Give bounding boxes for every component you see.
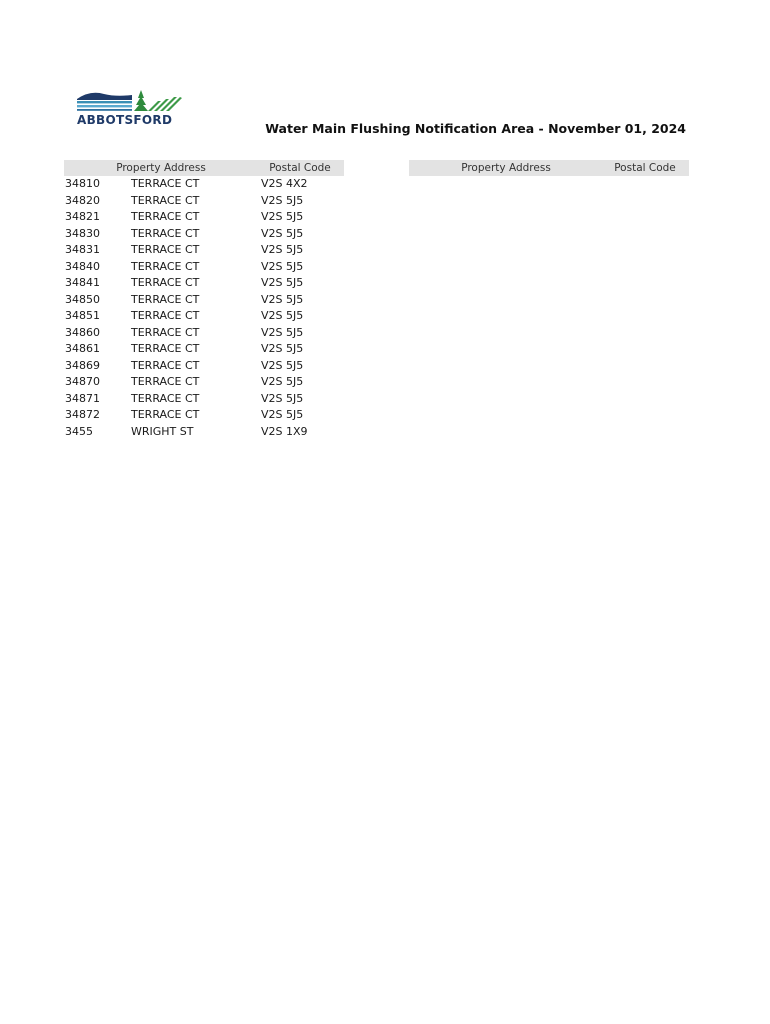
- column-header-property-address: Property Address: [116, 162, 206, 174]
- table-row: [64, 358, 344, 375]
- house-number-cell: 34871: [65, 391, 100, 405]
- street-name-cell: TERRACE CT: [131, 325, 200, 339]
- postal-code-cell: V2S 5J5: [261, 391, 304, 405]
- street-name-cell: TERRACE CT: [131, 226, 200, 240]
- postal-code-cell: V2S 5J5: [261, 408, 304, 421]
- house-number-cell: 34821: [65, 210, 100, 223]
- table-row: [64, 391, 344, 408]
- postal-code-cell: V2S 5J5: [261, 226, 304, 240]
- column-header-postal-code: Postal Code: [269, 162, 331, 174]
- table-row: [64, 424, 344, 441]
- street-name-cell: TERRACE CT: [131, 309, 200, 322]
- house-number-cell: 34840: [65, 259, 100, 273]
- house-number-cell: 34860: [65, 325, 100, 339]
- postal-code-cell: V2S 4X2: [261, 177, 308, 190]
- table-body: [64, 176, 344, 440]
- table-row: [64, 259, 344, 276]
- street-name-cell: TERRACE CT: [131, 292, 200, 306]
- table-row: [64, 176, 344, 193]
- house-number-cell: 34870: [65, 375, 100, 388]
- postal-code-cell: V2S 5J5: [261, 375, 304, 388]
- postal-code-cell: V2S 5J5: [261, 342, 304, 355]
- postal-code-cell: V2S 5J5: [261, 276, 304, 289]
- house-number-cell: 34831: [65, 243, 100, 256]
- house-number-cell: 34869: [65, 358, 100, 372]
- street-name-cell: TERRACE CT: [131, 276, 200, 289]
- street-name-cell: TERRACE CT: [131, 375, 200, 388]
- street-name-cell: TERRACE CT: [131, 358, 200, 372]
- postal-code-cell: V2S 5J5: [261, 358, 304, 372]
- postal-code-cell: V2S 5J5: [261, 210, 304, 223]
- house-number-cell: 3455: [65, 424, 93, 438]
- house-number-cell: 34872: [65, 408, 100, 421]
- table-row: [64, 242, 344, 259]
- column-header-postal-code: Postal Code: [614, 162, 676, 174]
- table-header: [64, 160, 344, 176]
- house-number-cell: 34810: [65, 177, 100, 190]
- table-row: [64, 325, 344, 342]
- table-row: [64, 407, 344, 424]
- street-name-cell: TERRACE CT: [131, 177, 200, 190]
- logo-wordmark: ABBOTSFORD: [77, 113, 173, 127]
- street-name-cell: TERRACE CT: [131, 210, 200, 223]
- table-row: [64, 374, 344, 391]
- table-header: [409, 160, 689, 176]
- table-row: [64, 308, 344, 325]
- address-table-right: [409, 160, 689, 176]
- house-number-cell: 34841: [65, 276, 100, 289]
- street-name-cell: TERRACE CT: [131, 342, 200, 355]
- house-number-cell: 34851: [65, 309, 100, 322]
- postal-code-cell: V2S 1X9: [261, 424, 308, 438]
- table-row: [64, 193, 344, 210]
- table-row: [64, 341, 344, 358]
- house-number-cell: 34850: [65, 292, 100, 306]
- house-number-cell: 34820: [65, 193, 100, 207]
- street-name-cell: TERRACE CT: [131, 259, 200, 273]
- table-row: [64, 209, 344, 226]
- address-table-left: [64, 160, 344, 440]
- column-header-property-address: Property Address: [461, 162, 551, 174]
- postal-code-cell: V2S 5J5: [261, 309, 304, 322]
- table-row: [64, 275, 344, 292]
- postal-code-cell: V2S 5J5: [261, 193, 304, 207]
- abbotsford-logo: [76, 88, 186, 130]
- street-name-cell: TERRACE CT: [131, 408, 200, 421]
- street-name-cell: WRIGHT ST: [131, 424, 194, 438]
- table-row: [64, 226, 344, 243]
- street-name-cell: TERRACE CT: [131, 391, 200, 405]
- table-row: [64, 292, 344, 309]
- postal-code-cell: V2S 5J5: [261, 243, 304, 256]
- street-name-cell: TERRACE CT: [131, 243, 200, 256]
- postal-code-cell: V2S 5J5: [261, 325, 304, 339]
- postal-code-cell: V2S 5J5: [261, 259, 304, 273]
- logo-mark-icon: [76, 88, 186, 116]
- house-number-cell: 34830: [65, 226, 100, 240]
- street-name-cell: TERRACE CT: [131, 193, 200, 207]
- postal-code-cell: V2S 5J5: [261, 292, 304, 306]
- house-number-cell: 34861: [65, 342, 100, 355]
- page-title: Water Main Flushing Notification Area - November 01, 2024: [265, 121, 686, 136]
